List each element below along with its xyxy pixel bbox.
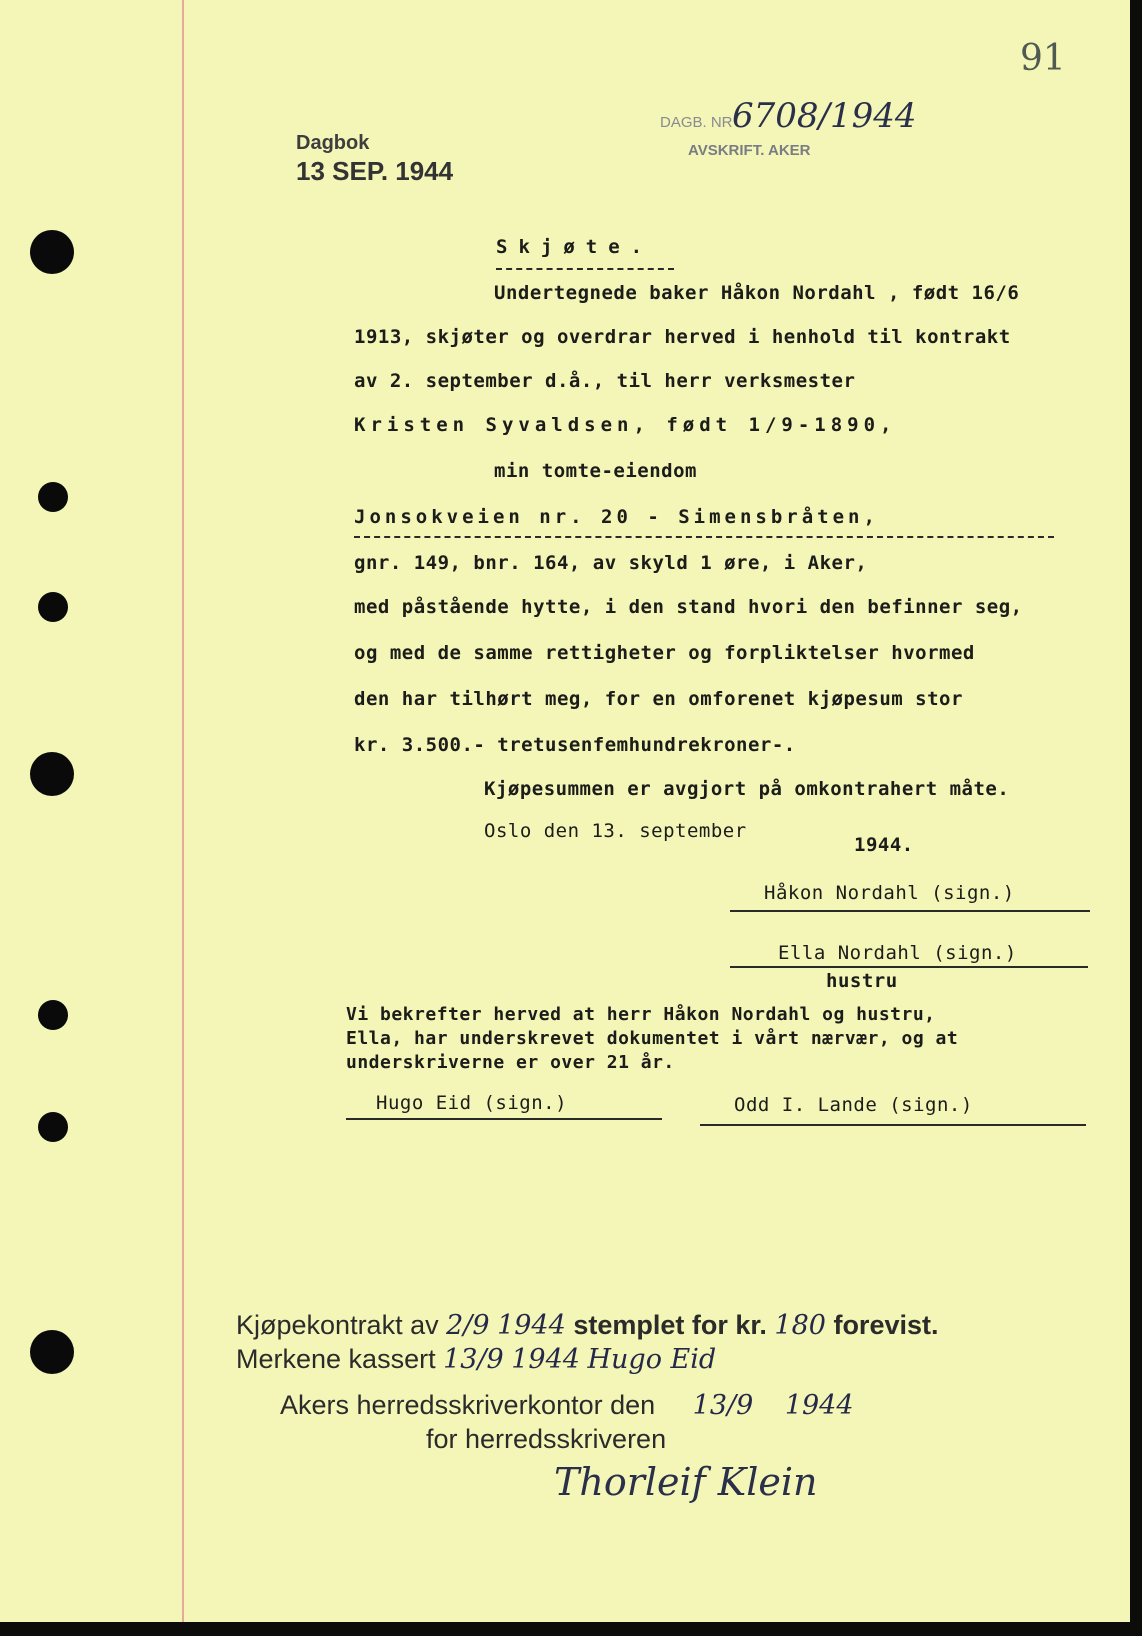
witness-line: underskriverne er over 21 år. — [346, 1052, 675, 1073]
dagb-nr-label: DAGB. NR — [660, 114, 733, 131]
deed-line-property: Jonsokveien nr. 20 - Simensbråten, — [354, 506, 879, 528]
witness-signature: Odd I. Lande (sign.) — [734, 1094, 973, 1116]
year: 1944. — [854, 834, 914, 856]
deed-line: med påstående hytte, i den stand hvori den befinner seg, — [354, 596, 1023, 618]
canceled-date: 13/9 — [443, 1344, 504, 1375]
property-underline — [354, 536, 1054, 538]
witness-line: Vi bekrefter herved at herr Håkon Nordahl og hustru, — [346, 1004, 936, 1025]
title-underline — [496, 268, 674, 270]
deed-line: 1913, skjøter og overdrar herved i henhold til kontrakt — [354, 326, 1011, 348]
deed-line: den har tilhørt meg, for en omforenet kjøpesum stor — [354, 688, 963, 710]
stamped-text: stemplet for kr. — [573, 1310, 767, 1340]
page-number: 91 — [1020, 38, 1066, 79]
punch-hole — [38, 1000, 68, 1030]
place-date: Oslo den 13. september — [484, 820, 747, 842]
stamp-amount: 180 — [774, 1310, 826, 1341]
punch-hole — [38, 1112, 68, 1142]
avskrift-label: AVSKRIFT. AKER — [688, 142, 811, 159]
registry-line-contract — [236, 1310, 939, 1341]
signature-seller: Håkon Nordahl (sign.) — [764, 882, 1015, 904]
office-prefix: Akers herredsskriverkontor den — [280, 1390, 656, 1420]
shown-text: forevist. — [833, 1310, 939, 1340]
contract-date: 2/9 — [446, 1310, 490, 1341]
dagb-nr-value: 6708/1944 — [732, 96, 917, 136]
punch-hole — [30, 230, 74, 274]
punch-hole — [38, 592, 68, 622]
received-stamp-label: Dagbok — [296, 132, 370, 154]
punch-hole — [38, 482, 68, 512]
registry-for-text: for herredsskriveren — [426, 1424, 667, 1454]
signature-wife: Ella Nordahl (sign.) — [778, 942, 1017, 964]
deed-line: av 2. september d.å., til herr verksmester — [354, 370, 856, 392]
contract-prefix: Kjøpekontrakt av — [236, 1310, 439, 1340]
punch-hole — [30, 1330, 74, 1374]
wife-label: hustru — [826, 970, 898, 992]
witness-signature: Hugo Eid (sign.) — [376, 1092, 568, 1114]
red-margin-line — [182, 0, 184, 1622]
signature-line — [346, 1118, 662, 1120]
canceled-signature: Hugo Eid — [587, 1344, 717, 1375]
registry-line-office — [280, 1390, 854, 1421]
deed-title: Skjøte. — [496, 236, 654, 258]
witness-line: Ella, har underskrevet dokumentet i vårt nærvær, og at — [346, 1028, 959, 1049]
deed-line: Kristen Syvaldsen, født 1/9-1890, — [354, 414, 897, 436]
deed-line: gnr. 149, bnr. 164, av skyld 1 øre, i Aker, — [354, 552, 868, 574]
canceled-prefix: Merkene kassert — [236, 1344, 436, 1374]
registry-line-canceled — [236, 1344, 716, 1375]
deed-line: og med de samme rettigheter og forpliktelser hvormed — [354, 642, 975, 664]
signature-line — [730, 966, 1088, 968]
contract-year: 1944 — [497, 1310, 566, 1341]
official-signature: Thorleif Klein — [554, 1460, 818, 1504]
punch-hole — [30, 752, 74, 796]
received-stamp-date: 13 SEP. 1944 — [296, 156, 454, 186]
deed-line: Kjøpesummen er avgjort på omkontrahert måte. — [484, 778, 1010, 800]
canceled-year: 1944 — [511, 1344, 580, 1375]
office-date: 13/9 — [692, 1390, 754, 1421]
deed-line: Undertegnede baker Håkon Nordahl , født 16/6 — [494, 282, 1020, 304]
signature-line — [700, 1124, 1086, 1126]
office-year: 1944 — [784, 1390, 854, 1421]
deed-line: kr. 3.500.- tretusenfemhundrekroner-. — [354, 734, 796, 756]
signature-line — [730, 910, 1090, 912]
deed-line: min tomte-eiendom — [494, 460, 697, 482]
